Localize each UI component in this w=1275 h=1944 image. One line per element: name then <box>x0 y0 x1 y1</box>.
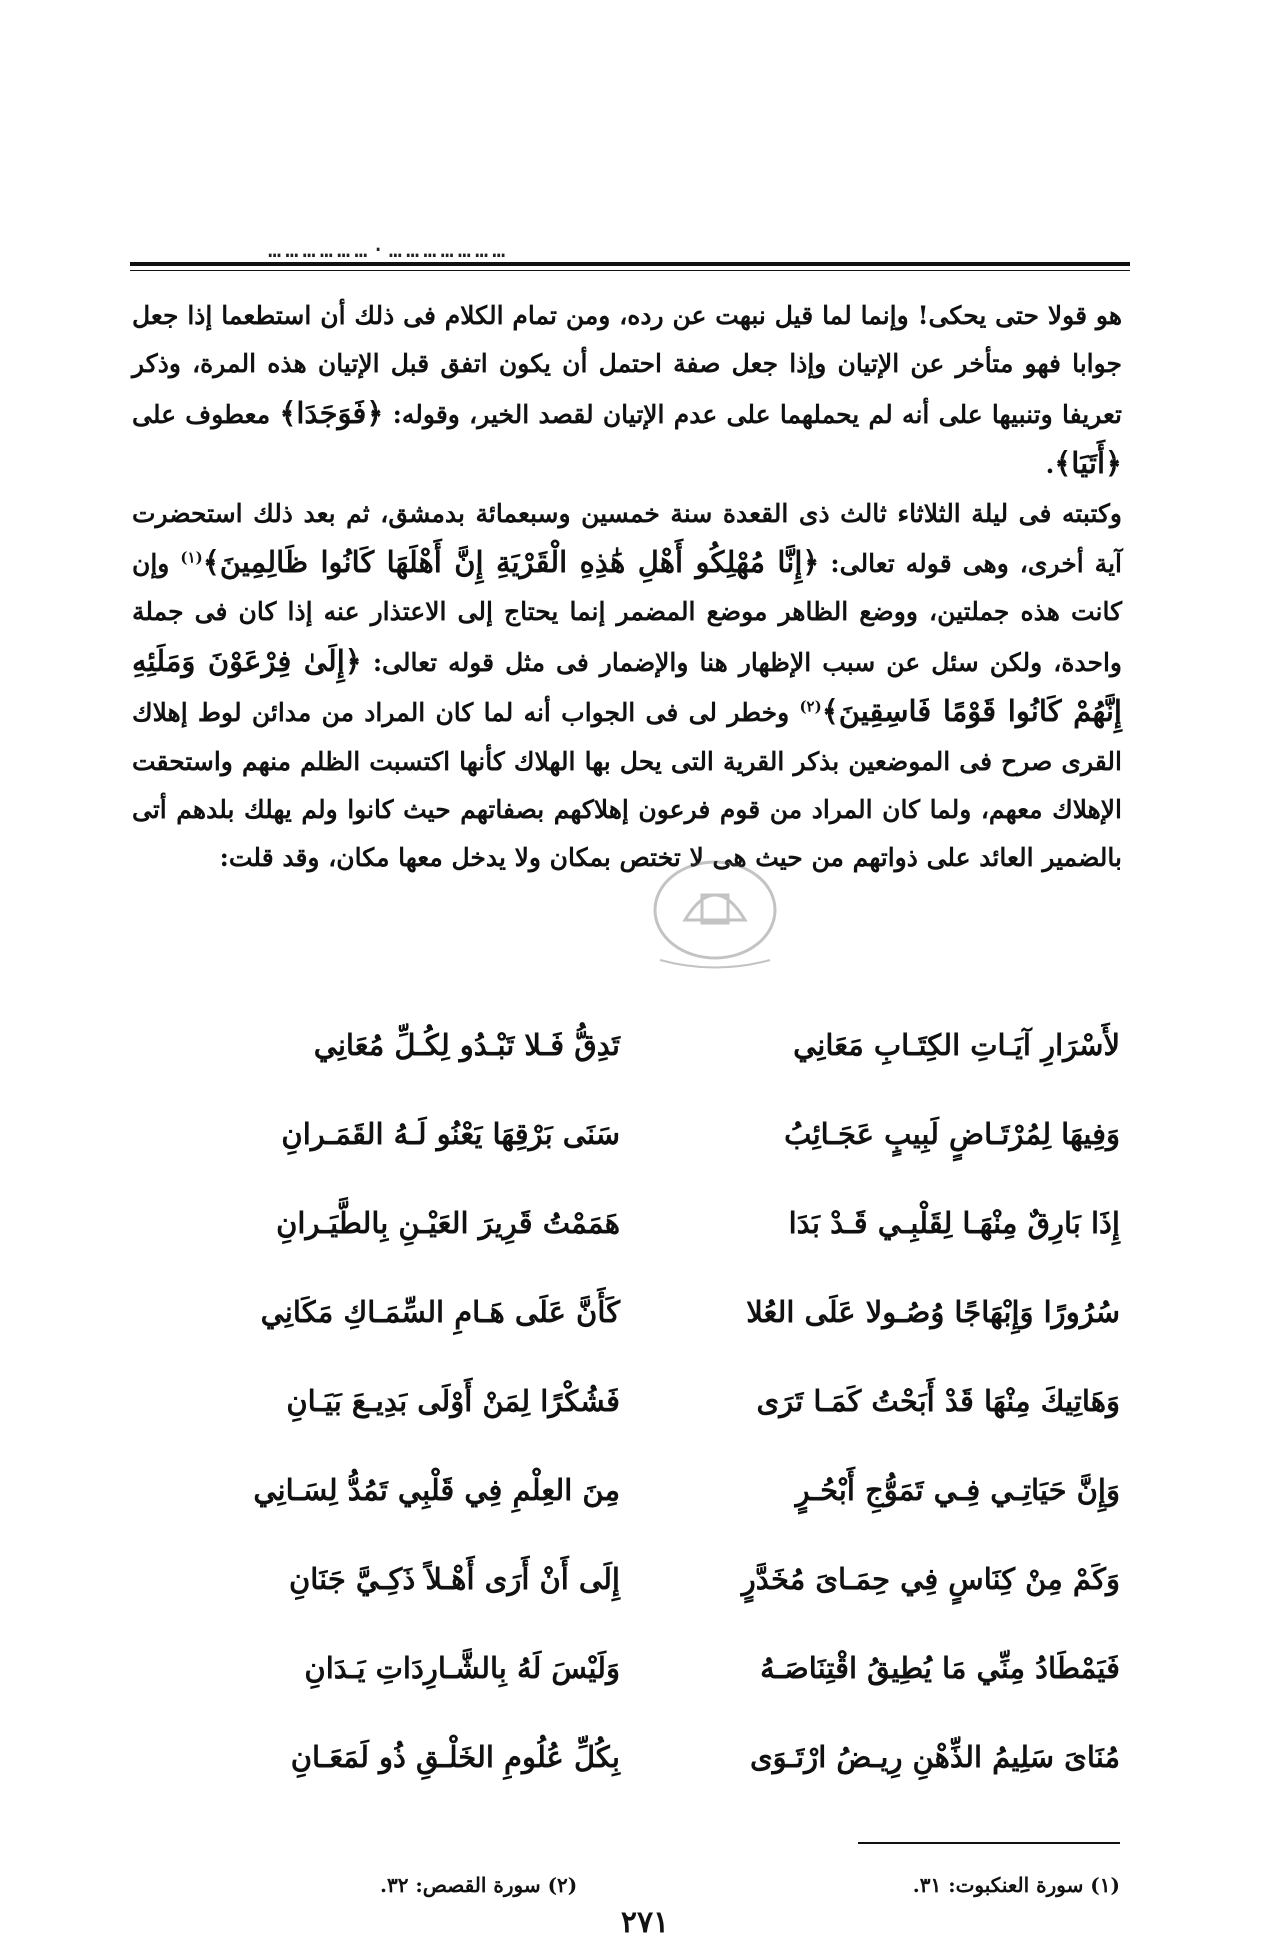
header-dots: ………………·………………… <box>268 238 510 263</box>
header-rule-thin <box>130 270 1130 271</box>
poem-verse <box>190 1267 1120 1356</box>
paragraph-2-text-a: وكتبته فى ليلة الثلاثاء ثالث ذى القعدة سنة خمسين وسبعمائة بدمشق، ثم بعد ذلك استحضرت آية أخرى، وهى قوله تعالى: <box>132 498 1122 579</box>
paragraph-2-text-b: وإن كانت هذه جملتين، ووضع الظاهر موضع المضمر إنما يحتاج إلى الاعتذار عنه إذا كان فى جملة واحدة، ولكن سئل عن سبب الإظهار هنا والإضمار فى مثل قوله تعالى: <box>132 549 1123 677</box>
footnote-1: (١) سورة العنكبوت: ٣١. <box>912 1873 1120 1897</box>
hemistich-left: هَمَمْتُ قَرِيرَ العَيْـنِ بِالطَّيَـرانِ <box>276 1205 620 1240</box>
header-rule <box>130 262 1130 266</box>
hemistich-right: سُرُورًا وَإِبْهَاجًا وُصُـولا عَلَى العُلا <box>746 1294 1120 1329</box>
paragraph-1-text-b: معطوف على <box>132 399 280 429</box>
quran-quote-ankabut: ﴿إِنَّا مُهْلِكُو أَهْلِ هَٰذِهِ الْقَرْيَةِ إِنَّ أَهْلَهَا كَانُوا ظَالِمِينَ﴾ <box>202 545 820 580</box>
poem-verse <box>190 1356 1120 1445</box>
hemistich-left: سَنَى بَرْقِهَا يَعْنُو لَـهُ القَمَـرانِ <box>281 1116 620 1151</box>
paragraph-1 <box>132 292 1122 490</box>
hemistich-left: بِكُلِّ عُلُومِ الخَلْـقِ ذُو لَمَعَـانِ <box>290 1739 620 1774</box>
footnote-rule <box>858 1842 1120 1844</box>
quran-quote-fawajada: ﴿فَوَجَدَا﴾ <box>279 395 384 430</box>
page-number: ٢٧١ <box>620 1905 670 1940</box>
paragraph-2-text-c: وخطر لى فى الجواب أنه لما كان المراد من مدائن لوط إهلاك القرى صرح فى الموضعين بذكر القرية التى يحل بها الهلاك كأنها اكتسبت الظلم منهم واستحقت الإهلاك معهم، ولما كان المراد من قوم فرعون إهلاكهم بصفاتهم حيث كانوا ولم يهلك بلدهم أتى بالضمير العائد على ذواتهم من حيث هى لا تختص بمكان ولا يدخل معها مكان، وقد قلت: <box>132 698 1122 873</box>
poem-verse <box>190 1089 1120 1178</box>
hemistich-right: لأَسْرَارِ آيَـاتِ الكِتَـابِ مَعَانِي <box>793 1027 1120 1062</box>
paragraph-2 <box>132 490 1122 883</box>
hemistich-right: إِذَا بَارِقٌ مِنْهَـا لِقَلْبِـي قَـدْ بَدَا <box>788 1205 1120 1240</box>
footnote-2: (٢) سورة القصص: ٣٢. <box>380 1873 578 1897</box>
paragraph-1-text-a: هو قولا حتى يحكى! وإنما لما قيل نبهت عن رده، ومن تمام الكلام فى ذلك أن استطعما إذا جعل جوابا فهو متأخر عن الإتيان وإذا جعل صفة احتمل أن يكون اتفق قبل الإتيان هذه المرة، وذكر تعريفا وتنبيها على أنه لم يحملهما على عدم الإتيان لقصد الخير، وقوله: <box>132 301 1123 429</box>
footnote-ref-1[interactable]: (١) <box>180 548 203 567</box>
library-seal-watermark <box>640 850 790 980</box>
hemistich-right: وَكَمْ مِنْ كِنَاسٍ فِي حِمَـاىَ مُخَدَّرٍ <box>741 1561 1120 1596</box>
quran-quote-ataya: ﴿أَتَيَا﴾ <box>1054 446 1122 481</box>
poem-verse <box>190 1178 1120 1267</box>
poem <box>190 1000 1120 1801</box>
poem-verse <box>190 1445 1120 1534</box>
poem-verse <box>190 1534 1120 1623</box>
hemistich-left: تَدِقُّ فَـلا تَبْـدُو لِكُـلِّ مُعَانِي <box>313 1027 620 1062</box>
hemistich-left: وَلَيْسَ لَهُ بِالشَّـارِدَاتِ يَـدَانِ <box>304 1650 620 1685</box>
footnote-ref-2[interactable]: (٢) <box>799 697 822 716</box>
hemistich-right: مُنَاىَ سَلِيمُ الذِّهْنِ رِيـضُ ارْتَـوَى <box>749 1739 1120 1774</box>
quran-quote-qasas: ﴿إِلَىٰ فِرْعَوْنَ وَمَلَئِهِ إِنَّهُمْ كَانُوا قَوْمًا فَاسِقِينَ﴾ <box>132 643 1122 729</box>
hemistich-right: وَفِيهَا لِمُرْتَـاضٍ لَبِيبٍ عَجَـائِبُ <box>784 1116 1120 1151</box>
hemistich-right: وَهَاتِيكَ مِنْهَا قَدْ أَبَحْتُ كَمَـا تَرَى <box>756 1383 1120 1418</box>
hemistich-left: فَشُكْرًا لِمَنْ أَوْلَى بَدِيـعَ بَيَـانِ <box>286 1383 620 1418</box>
hemistich-left: مِنَ العِلْمِ فِي قَلْبِي تَمُدُّ لِسَـانِي <box>253 1472 620 1507</box>
poem-verse <box>190 1000 1120 1089</box>
poem-verse <box>190 1623 1120 1712</box>
hemistich-right: وَإِنَّ حَيَاتِـي فِـي تَمَوُّجِ أَبْحُـرٍ <box>795 1472 1120 1507</box>
hemistich-left: كَأَنَّ عَلَى هَـامِ السِّمَـاكِ مَكَانِي <box>260 1294 620 1329</box>
prose-block <box>132 292 1122 883</box>
footnotes <box>380 1873 1120 1897</box>
poem-verse <box>190 1712 1120 1801</box>
hemistich-right: فَيَمْطَادُ مِنِّي مَا يُطِيقُ اقْتِنَاصَـهُ <box>760 1650 1120 1685</box>
paragraph-1-text-c: . <box>1045 450 1055 480</box>
hemistich-left: إِلَى أَنْ أَرَى أَهْـلاً ذَكِـيَّ جَنَانِ <box>288 1561 620 1596</box>
